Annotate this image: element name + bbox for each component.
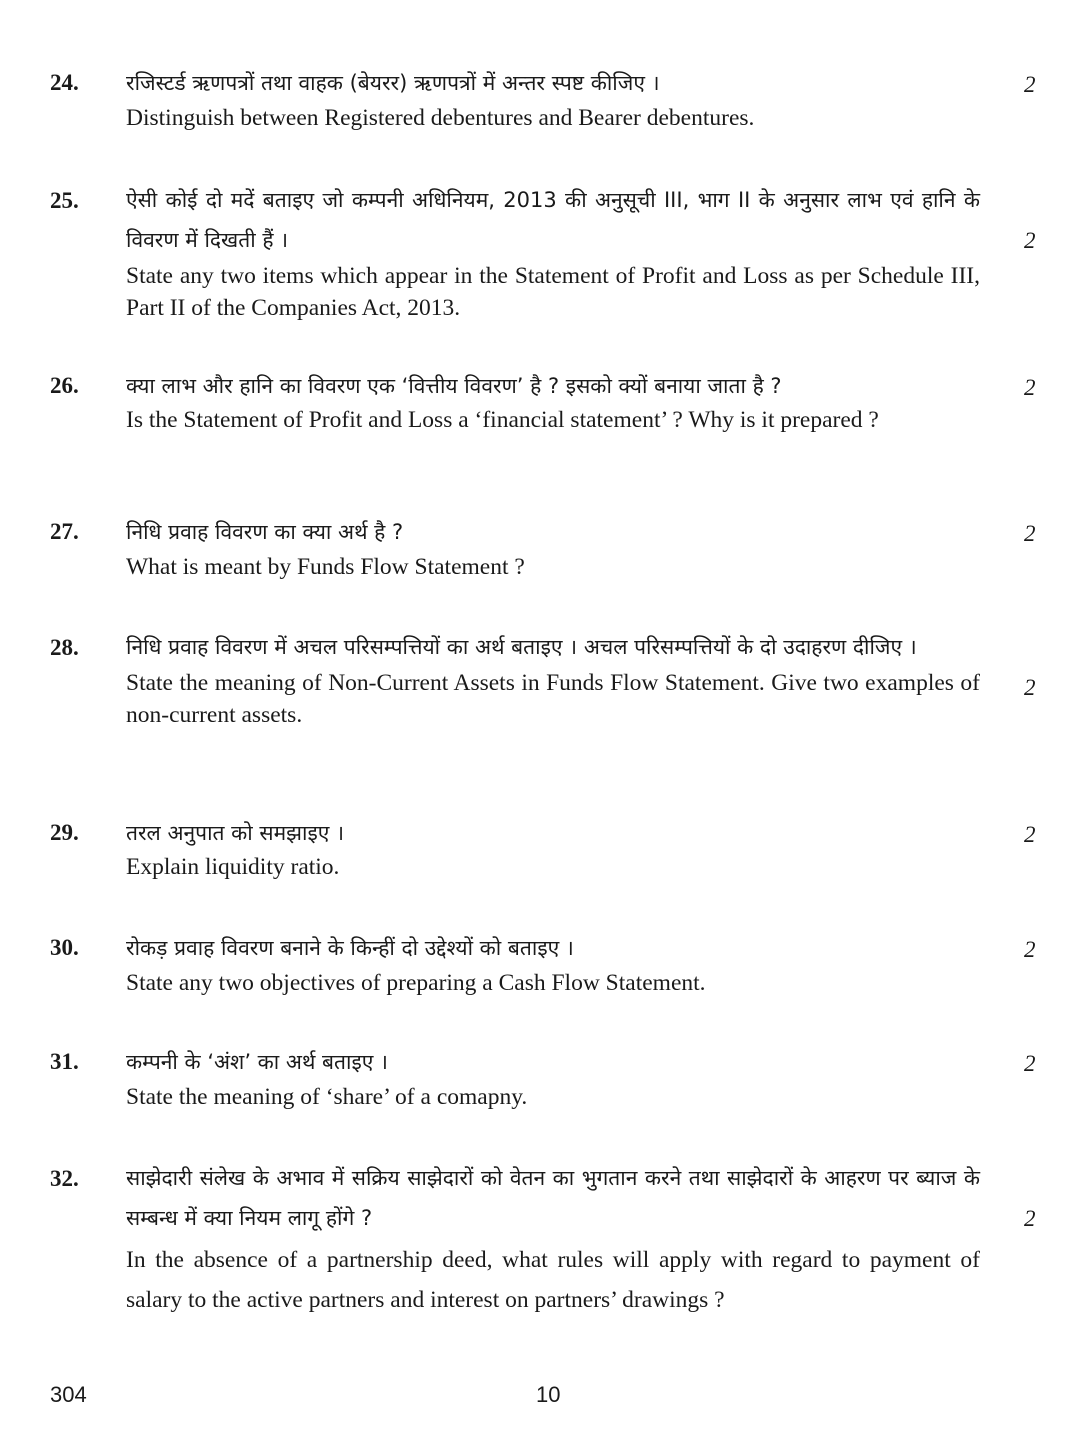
question-english: State the meaning of Non-Current Assets in Funds Flow Statement. Give two examples of non-current assets. [126,670,980,728]
marks: 2 [1024,822,1036,847]
question-number: 31. [50,1049,79,1074]
question-hindi: ऐसी कोई दो मदें बताइए जो कम्पनी अधिनियम, 2013 की अनुसूची III, भाग II के अनुसार लाभ एवं हानि के विवरण में दिखती हैं । [126,188,980,252]
page-number: 10 [536,1382,561,1407]
question-number: 26. [50,373,79,398]
question-english: In the absence of a partnership deed, what rules will apply with regard to payment of salary to the active partners and interest on partners’ drawings ? [126,1247,980,1313]
question-hindi: कम्पनी के ‘अंश’ का अर्थ बताइए । [126,1050,389,1074]
question-hindi: साझेदारी संलेख के अभाव में सक्रिय साझेदारों को वेतन का भुगतान करने तथा साझेदारों के आहरण पर ब्याज के सम्बन्ध में क्या नियम लागू होंगे ? [126,1166,980,1230]
question-english: State any two items which appear in the Statement of Profit and Loss as per Schedule III, Part II of the Companies Act, 2013. [126,263,980,321]
marks: 2 [1024,937,1036,962]
question-text [126,1158,980,1320]
question-english: State the meaning of ‘share’ of a comapny. [126,1084,528,1110]
marks: 2 [1024,521,1036,546]
question-text [126,371,980,436]
question-number: 28. [50,635,79,660]
question-hindi: तरल अनुपात को समझाइए । [126,821,345,845]
question-english: What is meant by Funds Flow Statement ? [126,554,525,580]
question-text [126,1047,980,1113]
question-text [126,933,980,999]
marks: 2 [1024,375,1036,400]
question-text [126,818,980,883]
question-number: 27. [50,519,79,544]
question-number: 30. [50,935,79,960]
marks: 2 [1024,1051,1036,1076]
marks: 2 [1024,675,1036,700]
question-text [126,517,980,583]
marks: 2 [1024,228,1036,253]
question-number: 24. [50,70,79,95]
question-english: Is the Statement of Profit and Loss a ‘financial statement’ ? Why is it prepared ? [126,407,879,433]
marks: 2 [1024,1206,1036,1231]
question-english: State any two objectives of preparing a Cash Flow Statement. [126,970,706,996]
question-text [126,627,980,731]
question-hindi: रोकड़ प्रवाह विवरण बनाने के किन्हीं दो उद्देश्यों को बताइए । [126,936,574,960]
question-number: 32. [50,1166,79,1191]
question-hindi: क्या लाभ और हानि का विवरण एक ‘वित्तीय विवरण’ है ? इसको क्यों बनाया जाता है ? [126,374,782,398]
question-text [126,180,980,324]
question-text [126,68,980,134]
question-english: Distinguish between Registered debentures and Bearer debentures. [126,105,755,131]
question-hindi: निधि प्रवाह विवरण का क्या अर्थ है ? [126,520,404,544]
question-number: 29. [50,820,79,845]
question-number: 25. [50,188,79,213]
paper-code: 304 [50,1382,87,1407]
question-hindi: रजिस्टर्ड ऋणपत्रों तथा वाहक (बेयरर) ऋणपत्रों में अन्तर स्पष्ट कीजिए । [126,71,660,95]
question-english: Explain liquidity ratio. [126,854,340,880]
question-hindi: निधि प्रवाह विवरण में अचल परिसम्पत्तियों का अर्थ बताइए । अचल परिसम्पत्तियों के दो उदाहरण दीजिए । [126,635,917,659]
marks: 2 [1024,72,1036,97]
